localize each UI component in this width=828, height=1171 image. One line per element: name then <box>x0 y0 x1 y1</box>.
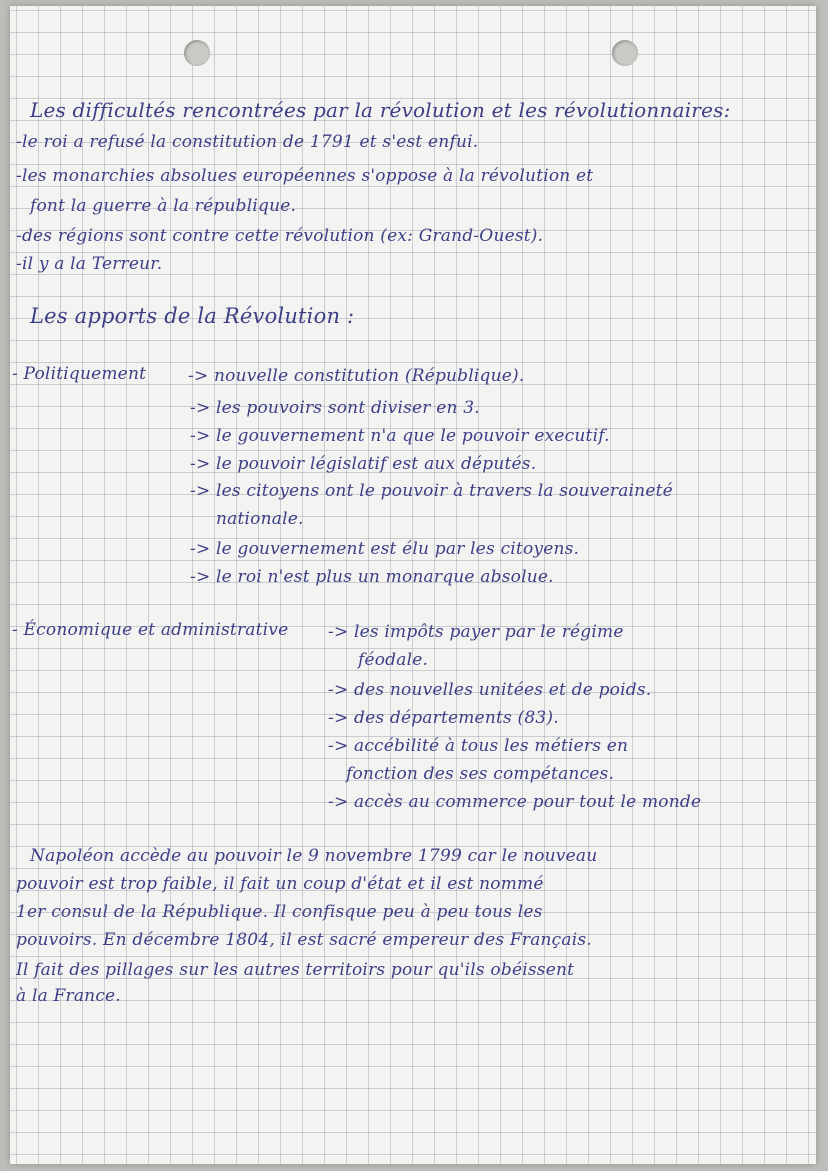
napoleon-paragraph-line: Il fait des pillages sur les autres territoirs pour qu'ils obéissent <box>16 960 575 980</box>
napoleon-paragraph-line: pouvoir est trop faible, il fait un coup d'état et il est nommé <box>16 874 544 894</box>
politique-item: -> nouvelle constitution (République). <box>188 366 525 386</box>
economique-item: fonction des ses compétances. <box>346 764 615 784</box>
difficulty-line: -les monarchies absolues européennes s'oppose à la révolution et <box>16 166 594 186</box>
economique-item: -> accès au commerce pour tout le monde <box>328 792 702 812</box>
difficulty-line: font la guerre à la république. <box>30 196 297 216</box>
politique-item: -> le pouvoir législatif est aux députés. <box>190 454 537 474</box>
difficulty-line: -le roi a refusé la constitution de 1791 et s'est enfui. <box>16 132 479 152</box>
politique-label: - Politiquement <box>12 364 147 384</box>
economique-item: -> des départements (83). <box>328 708 559 728</box>
politique-item: nationale. <box>216 509 304 529</box>
napoleon-paragraph-line: pouvoirs. En décembre 1804, il est sacré empereur des Français. <box>16 930 592 950</box>
difficulty-line: -il y a la Terreur. <box>16 254 163 274</box>
grid-paper-sheet <box>10 6 816 1164</box>
economique-item: -> des nouvelles unitées et de poids. <box>328 680 652 700</box>
economique-label: - Économique et administrative <box>12 620 289 640</box>
politique-item: -> le gouvernement n'a que le pouvoir executif. <box>190 426 610 446</box>
punch-hole-left <box>184 40 210 66</box>
politique-item: -> le roi n'est plus un monarque absolue. <box>190 567 554 587</box>
section-apports-heading: Les apports de la Révolution : <box>30 304 355 328</box>
politique-item: -> les pouvoirs sont diviser en 3. <box>190 398 480 418</box>
politique-item: -> le gouvernement est élu par les citoyens. <box>190 539 580 559</box>
section-difficultes-heading: Les difficultés rencontrées par la révolution et les révolutionnaires: <box>30 98 731 122</box>
napoleon-paragraph-line: Napoléon accède au pouvoir le 9 novembre 1799 car le nouveau <box>30 846 598 866</box>
difficulty-line: -des régions sont contre cette révolution (ex: Grand-Ouest). <box>16 226 544 246</box>
napoleon-paragraph-line: à la France. <box>16 986 121 1006</box>
economique-item: féodale. <box>358 650 429 670</box>
economique-item: -> les impôts payer par le régime <box>328 622 624 642</box>
napoleon-paragraph-line: 1er consul de la République. Il confisque peu à peu tous les <box>16 902 543 922</box>
economique-item: -> accébilité à tous les métiers en <box>328 736 629 756</box>
politique-item: -> les citoyens ont le pouvoir à travers la souveraineté <box>190 481 673 501</box>
punch-hole-right <box>612 40 638 66</box>
